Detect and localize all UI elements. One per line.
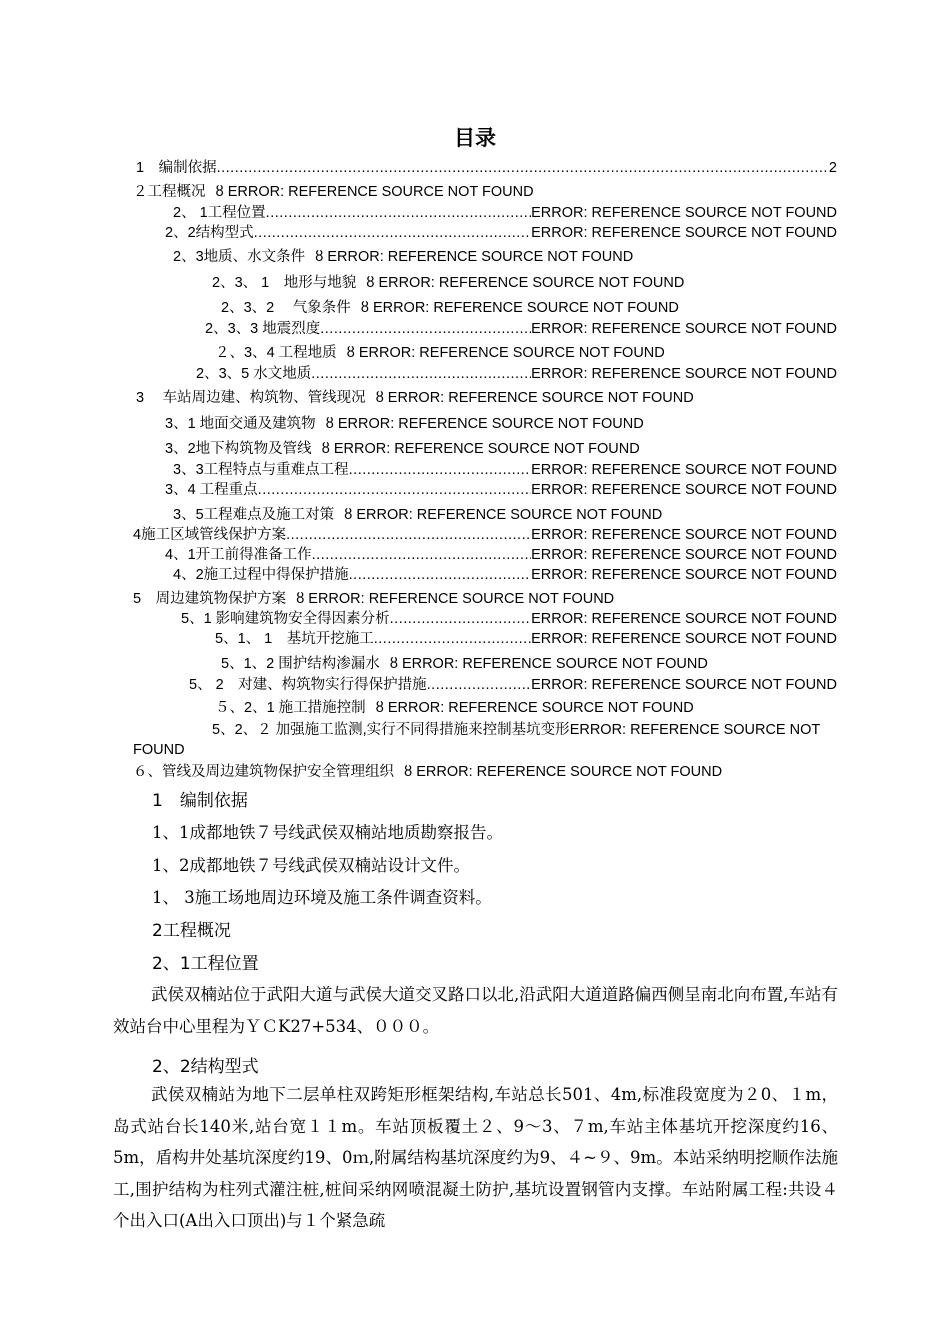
toc-entry[interactable]: 2、3、5 水文地质 ..... ERROR: REFERENCE SOURCE NOT FOUND <box>196 366 837 383</box>
toc-entry[interactable]: 3 车站周边建、构筑物、管线现况 ȣ ERROR: REFERENCE SOURCE NOT FOUND <box>136 390 694 406</box>
toc-entry[interactable]: 3、2地下构筑物及管线 ȣ ERROR: REFERENCE SOURCE NOT FOUND <box>165 441 640 457</box>
toc-entry[interactable]: 3、5工程难点及施工对策 ȣ ERROR: REFERENCE SOURCE NOT FOUND <box>173 507 663 523</box>
section-heading: 1 编制依据 <box>152 791 248 811</box>
body-line: 1、1成都地铁７号线武侯双楠站地质勘察报告。 <box>152 823 503 842</box>
toc-entry[interactable]: ２工程概况 ȣ ERROR: REFERENCE SOURCE NOT FOUND <box>133 184 534 200</box>
toc-entry[interactable]: 5、1、2 围护结构渗漏水 ȣ ERROR: REFERENCE SOURCE NOT FOUND <box>221 656 708 672</box>
toc-entry[interactable]: 5、 2 对建、构筑物实行得保护措施 ..... ERROR: REFERENCE SOURCE NOT FOUND <box>189 677 837 694</box>
toc-entry[interactable]: 4、2施工过程中得保护措施 ..... ERROR: REFERENCE SOURCE NOT FOUND <box>173 567 837 584</box>
toc-entry[interactable]: 5、1、 1 基坑开挖施工 ..... ERROR: REFERENCE SOURCE NOT FOUND <box>215 631 837 648</box>
toc-entry[interactable]: ５、2、1 施工措施控制 ȣ ERROR: REFERENCE SOURCE NOT FOUND <box>215 700 694 716</box>
toc-entry[interactable]: 5 周边建筑物保护方案 ȣ ERROR: REFERENCE SOURCE NOT FOUND <box>133 591 615 607</box>
paragraph: 武侯双楠站为地下二层单柱双跨矩形框架结构,车站总长501、4m,标准段宽度为２0、１m，岛式站台长140米,站台宽１１m。车站顶板覆土２、9～3、７m,车站主体基坑开挖深度约16、5m，盾构井处基坑深度约19、0ｍ,附属结构基坑深度约为9、４~９、9m。本站采纳明挖顺作法施工,围护结构为柱列式灌注桩,桩间采纳网喷混凝土防护,基坑设置钢管内支撑。车站附属工程:共设４个出入口(A出入口顶出)与１个紧急疏 <box>113 1085 838 1230</box>
toc-entry[interactable]: ２、3、4 工程地质 ȣ ERROR: REFERENCE SOURCE NOT FOUND <box>215 345 665 361</box>
toc-entry[interactable]: 3、4 工程重点 ..... ERROR: REFERENCE SOURCE NOT FOUND <box>165 482 837 499</box>
toc-entry[interactable]: 2、3、2 气象条件 ȣ ERROR: REFERENCE SOURCE NOT FOUND <box>221 300 679 316</box>
toc-entry[interactable]: 4、1开工前得准备工作 ..... ERROR: REFERENCE SOURCE NOT FOUND <box>165 547 837 564</box>
section-heading: 2、2结构型式 <box>152 1057 259 1077</box>
toc-title: 目录 <box>454 126 496 150</box>
section-heading: 2、1工程位置 <box>152 954 259 974</box>
toc-entry[interactable]: 2、3、 1 地形与地貌 ȣ ERROR: REFERENCE SOURCE NOT FOUND <box>212 275 685 291</box>
toc-entry[interactable]: 4施工区域管线保护方案 ..... ERROR: REFERENCE SOURCE NOT FOUND <box>133 527 837 544</box>
body-line: 1、2成都地铁７号线武侯双楠站设计文件。 <box>152 856 470 875</box>
toc-entry[interactable]: 2、2结构型式 ..... ERROR: REFERENCE SOURCE NOT FOUND <box>165 225 837 242</box>
toc-entry[interactable]: 2、3、3 地震烈度 ..... ERROR: REFERENCE SOURCE NOT FOUND <box>205 321 837 338</box>
body-line: 1、 3施工场地周边环境及施工条件调查资料。 <box>152 888 492 907</box>
toc-entry[interactable]: 3、3工程特点与重难点工程 ..... ERROR: REFERENCE SOURCE NOT FOUND <box>173 462 837 479</box>
toc-entry[interactable]: 1 编制依据 ..... 2 <box>136 160 837 177</box>
paragraph: 武侯双楠站位于武阳大道与武侯大道交叉路口以北,沿武阳大道道路偏西侧呈南北向布置,车站有效站台中心里程为ＹＣK27+534、０００。 <box>113 985 838 1036</box>
toc-entry[interactable]: 3、1 地面交通及建筑物 ȣ ERROR: REFERENCE SOURCE NOT FOUND <box>165 416 644 432</box>
toc-entry[interactable]: 2、3地质、水文条件 ȣ ERROR: REFERENCE SOURCE NOT FOUND <box>173 249 634 265</box>
toc-entry[interactable]: ６、管线及周边建筑物保护安全管理组织 ȣ ERROR: REFERENCE SOURCE NOT FOUND <box>133 764 723 780</box>
toc-entry[interactable]: 5、2、２ 加强施工监测,实行不同得措施来控制基坑变形ERROR: REFERENCE SOURCE NOT FOUND <box>133 722 820 758</box>
section-heading: 2工程概况 <box>152 921 231 941</box>
toc-entry[interactable]: 2、 1工程位置 ..... ERROR: REFERENCE SOURCE NOT FOUND <box>173 205 837 222</box>
toc-entry[interactable]: 5、1 影响建筑物安全得因素分析 ..... ERROR: REFERENCE SOURCE NOT FOUND <box>181 611 837 628</box>
